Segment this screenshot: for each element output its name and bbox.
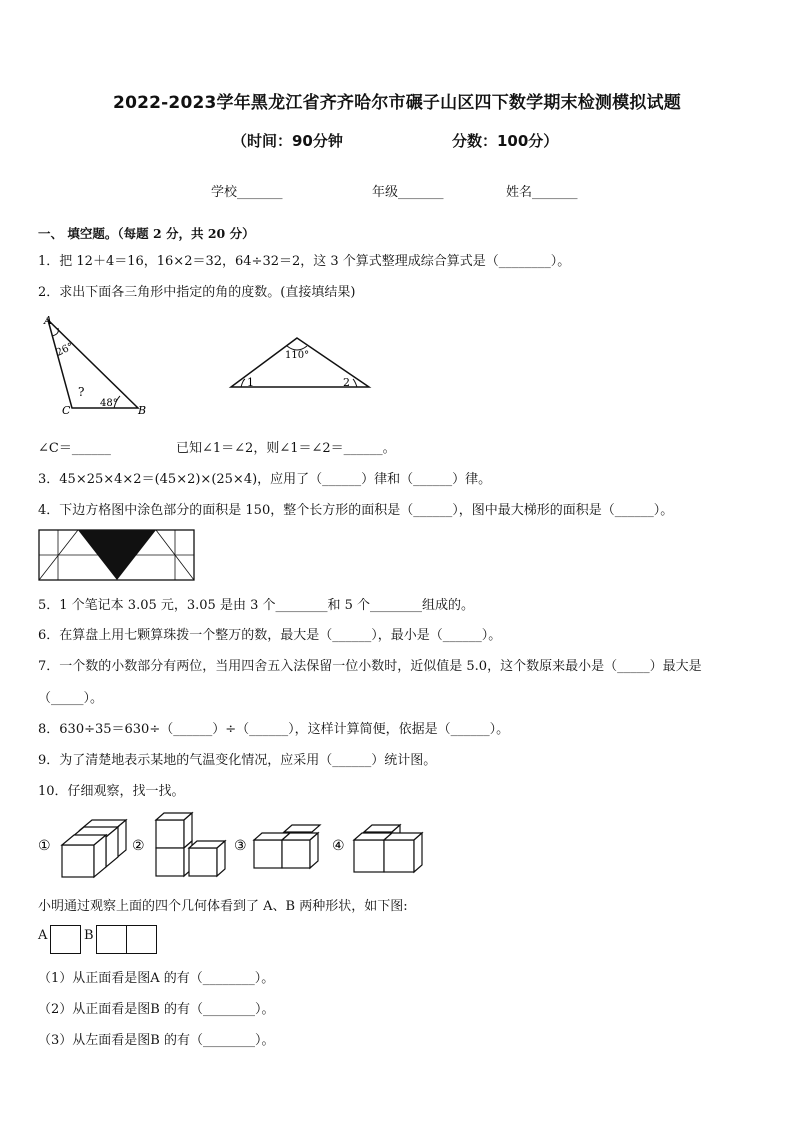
angle-110-label: 110° (285, 350, 310, 361)
question-9: 9．为了清楚地表示某地的气温变化情况，应采用（______）统计图。 (38, 753, 437, 768)
angle-a-label: 26° (54, 341, 76, 359)
solid-2-label: ② (132, 838, 145, 854)
solid-1 (62, 820, 126, 877)
shape-b-left (96, 925, 127, 954)
page-title: 2022-2023学年黑龙江省齐齐哈尔市碾子山区四下数学期末检测模拟试题 (113, 93, 681, 113)
name-field[interactable]: 姓名_______ (506, 185, 578, 200)
question-1: 1．把 12＋4＝16，16×2＝32，64÷32＝2，这 3 个算式整理成综合算式是（________）。 (38, 254, 571, 269)
q2-answer-angles: 已知∠1＝∠2，则∠1＝∠2＝______。 (176, 441, 396, 456)
question-7: 7．一个数的小数部分有两位，当用四舍五入法保留一位小数时，近似值是 5.0，这个数原来最小是（_____）最大是 (38, 659, 702, 674)
question-6: 6．在算盘上用七颗算珠拨一个整万的数，最大是（______），最小是（______）。 (38, 628, 502, 643)
solid-3 (254, 825, 320, 868)
grid-rectangle-figure (38, 529, 196, 583)
question-10-description: 小明通过观察上面的四个几何体看到了 A、B 两种形状，如下图: (38, 899, 408, 914)
shape-b-right (126, 925, 157, 954)
solid-3-label: ③ (234, 838, 247, 854)
exam-time: （时间：90分钟 (232, 132, 343, 150)
question-8: 8．630÷35＝630÷（______）÷（______），这样计算简便，依据是（______）。 (38, 722, 510, 737)
question-2: 2．求出下面各三角形中指定的角的度数。(直接填结果) (38, 285, 356, 300)
shape-a (50, 925, 81, 954)
section-heading: 一、 填空题。（每题 2 分，共 20 分） (38, 226, 255, 241)
question-4: 4．下边方格图中涂色部分的面积是 150，整个长方形的面积是（______），图中最大梯形的面积是（______）。 (38, 503, 674, 518)
exam-score: 分数：100分） (452, 132, 559, 150)
question-7-cont: （_____）。 (38, 691, 104, 706)
shape-b-label: B (84, 928, 94, 943)
angle-c-label: ? (78, 385, 85, 399)
angle-2-label: 2 (343, 376, 350, 389)
question-3: 3．45×25×4×2＝(45×2)×(25×4)，应用了（______）律和（______）律。 (38, 472, 492, 487)
question-10-part-3: （3）从左面看是图B 的有（________）。 (38, 1033, 275, 1048)
vertex-c-label: C (62, 404, 71, 417)
question-5: 5．1 个笔记本 3.05 元，3.05 是由 3 个________和 5 个________组成的。 (38, 598, 475, 613)
angle-1-label: 1 (247, 376, 254, 389)
solid-1-label: ① (38, 838, 51, 854)
vertex-a-label: A (44, 314, 52, 327)
solid-4 (354, 825, 422, 872)
q2-answer-c: ∠C＝______ (38, 441, 111, 456)
solid-4-label: ④ (332, 838, 345, 854)
triangle-abc-figure (38, 310, 158, 420)
question-10-part-2: （2）从正面看是图B 的有（________）。 (38, 1002, 275, 1017)
grade-field[interactable]: 年级_______ (372, 185, 444, 200)
solid-2 (156, 813, 225, 876)
question-10: 10．仔细观察，找一找。 (38, 784, 185, 799)
school-field[interactable]: 学校_______ (211, 185, 283, 200)
shape-a-label: A (38, 928, 48, 943)
cube-solids-figure (36, 810, 436, 882)
triangle-110-figure (225, 330, 375, 392)
question-10-part-1: （1）从正面看是图A 的有（________）。 (38, 971, 275, 986)
angle-b-label: 48° (100, 398, 118, 409)
vertex-b-label: B (138, 404, 147, 417)
